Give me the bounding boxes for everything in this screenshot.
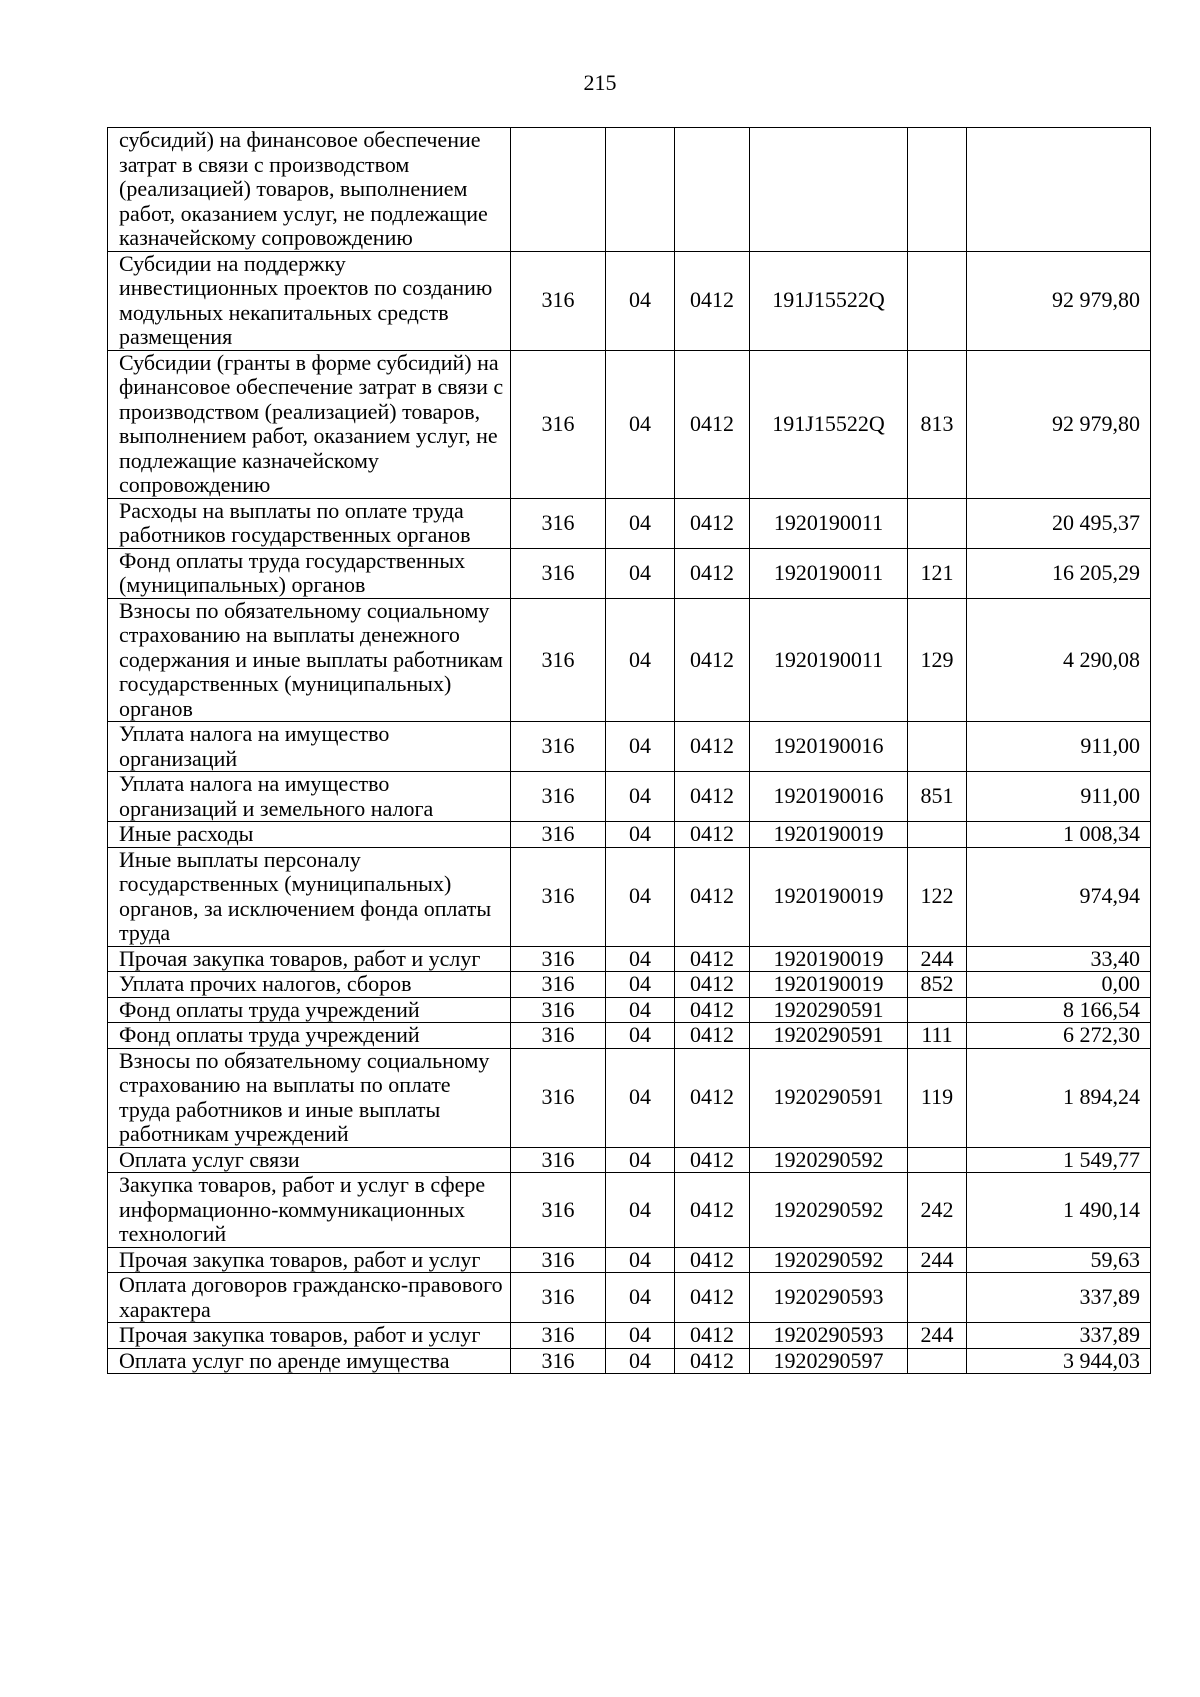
amount: 92 979,80	[967, 251, 1151, 350]
expense-type-code: 121	[908, 548, 967, 598]
table-row	[108, 1173, 1151, 1248]
table-row	[108, 1023, 1151, 1049]
subsection-code: 0412	[675, 972, 750, 998]
row-name: Прочая закупка товаров, работ и услуг	[108, 946, 511, 972]
target-article-code: 1920290592	[750, 1173, 908, 1248]
row-name: Закупка товаров, работ и услуг в сфере информационно-коммуникационных технологий	[108, 1173, 511, 1248]
table-row	[108, 1247, 1151, 1273]
row-name: Уплата прочих налогов, сборов	[108, 972, 511, 998]
amount: 59,63	[967, 1247, 1151, 1273]
ministry-code	[511, 128, 606, 252]
row-name: субсидий) на финансовое обеспечение затрат в связи с производством (реализацией) товаров, выполнением работ, оказанием услуг, не подлежащие казначейскому сопровождению	[108, 128, 511, 252]
target-article-code: 1920290591	[750, 997, 908, 1023]
table-row	[108, 772, 1151, 822]
section-code: 04	[606, 1273, 675, 1323]
expense-type-code: 244	[908, 1323, 967, 1349]
amount: 911,00	[967, 772, 1151, 822]
expense-type-code	[908, 251, 967, 350]
section-code: 04	[606, 1348, 675, 1374]
expense-type-code: 244	[908, 946, 967, 972]
target-article-code: 1920290593	[750, 1273, 908, 1323]
row-name: Уплата налога на имущество организаций	[108, 722, 511, 772]
expense-type-code: 242	[908, 1173, 967, 1248]
amount: 911,00	[967, 722, 1151, 772]
row-name: Иные выплаты персоналу государственных (муниципальных) органов, за исключением фонда оплаты труда	[108, 847, 511, 946]
target-article-code: 1920190019	[750, 972, 908, 998]
ministry-code: 316	[511, 1023, 606, 1049]
amount: 337,89	[967, 1323, 1151, 1349]
ministry-code: 316	[511, 548, 606, 598]
amount: 6 272,30	[967, 1023, 1151, 1049]
section-code: 04	[606, 722, 675, 772]
amount	[967, 128, 1151, 252]
target-article-code: 1920190016	[750, 722, 908, 772]
ministry-code: 316	[511, 847, 606, 946]
row-name: Фонд оплаты труда учреждений	[108, 997, 511, 1023]
ministry-code: 316	[511, 1147, 606, 1173]
table-row	[108, 498, 1151, 548]
table-row	[108, 722, 1151, 772]
target-article-code: 1920290592	[750, 1247, 908, 1273]
ministry-code: 316	[511, 1323, 606, 1349]
target-article-code: 1920290591	[750, 1023, 908, 1049]
subsection-code: 0412	[675, 722, 750, 772]
target-article-code: 1920190011	[750, 498, 908, 548]
subsection-code: 0412	[675, 548, 750, 598]
table-row	[108, 946, 1151, 972]
subsection-code: 0412	[675, 1247, 750, 1273]
table-row	[108, 1348, 1151, 1374]
target-article-code: 1920190011	[750, 548, 908, 598]
section-code: 04	[606, 1048, 675, 1147]
amount: 1 490,14	[967, 1173, 1151, 1248]
target-article-code: 191J15522Q	[750, 350, 908, 498]
amount: 16 205,29	[967, 548, 1151, 598]
table-row	[108, 1323, 1151, 1349]
expense-type-code	[908, 498, 967, 548]
expense-type-code: 244	[908, 1247, 967, 1273]
ministry-code: 316	[511, 772, 606, 822]
target-article-code: 191J15522Q	[750, 251, 908, 350]
subsection-code: 0412	[675, 598, 750, 722]
amount: 1 008,34	[967, 822, 1151, 848]
subsection-code: 0412	[675, 1348, 750, 1374]
row-name: Оплата услуг связи	[108, 1147, 511, 1173]
ministry-code: 316	[511, 972, 606, 998]
expense-type-code: 119	[908, 1048, 967, 1147]
expense-type-code	[908, 722, 967, 772]
subsection-code: 0412	[675, 251, 750, 350]
subsection-code: 0412	[675, 1323, 750, 1349]
subsection-code: 0412	[675, 1023, 750, 1049]
table-row	[108, 1048, 1151, 1147]
ministry-code: 316	[511, 1348, 606, 1374]
expense-type-code	[908, 997, 967, 1023]
expense-type-code: 851	[908, 772, 967, 822]
table-row	[108, 997, 1151, 1023]
ministry-code: 316	[511, 498, 606, 548]
target-article-code: 1920190019	[750, 847, 908, 946]
table-row	[108, 251, 1151, 350]
ministry-code: 316	[511, 946, 606, 972]
subsection-code	[675, 128, 750, 252]
section-code: 04	[606, 1247, 675, 1273]
row-name: Уплата налога на имущество организаций и земельного налога	[108, 772, 511, 822]
ministry-code: 316	[511, 997, 606, 1023]
section-code: 04	[606, 972, 675, 998]
table-row	[108, 822, 1151, 848]
section-code: 04	[606, 598, 675, 722]
target-article-code: 1920290592	[750, 1147, 908, 1173]
section-code: 04	[606, 822, 675, 848]
subsection-code: 0412	[675, 772, 750, 822]
row-name: Субсидии (гранты в форме субсидий) на финансовое обеспечение затрат в связи с производством (реализацией) товаров, выполнением работ, оказанием услуг, не подлежащие казначейскому сопровождению	[108, 350, 511, 498]
expense-type-code: 129	[908, 598, 967, 722]
section-code: 04	[606, 251, 675, 350]
ministry-code: 316	[511, 1273, 606, 1323]
row-name: Расходы на выплаты по оплате труда работников государственных органов	[108, 498, 511, 548]
ministry-code: 316	[511, 1048, 606, 1147]
expense-type-code	[908, 1348, 967, 1374]
target-article-code: 1920190019	[750, 946, 908, 972]
section-code: 04	[606, 1023, 675, 1049]
table-row	[108, 548, 1151, 598]
amount: 1 894,24	[967, 1048, 1151, 1147]
row-name: Взносы по обязательному социальному страхованию на выплаты денежного содержания и иные выплаты работникам государственных (муниципальных) органов	[108, 598, 511, 722]
section-code: 04	[606, 997, 675, 1023]
expense-type-code	[908, 822, 967, 848]
expense-type-code: 813	[908, 350, 967, 498]
expense-type-code: 111	[908, 1023, 967, 1049]
ministry-code: 316	[511, 822, 606, 848]
amount: 8 166,54	[967, 997, 1151, 1023]
page-number: 215	[583, 70, 617, 95]
expense-type-code	[908, 1273, 967, 1323]
target-article-code: 1920190016	[750, 772, 908, 822]
amount: 974,94	[967, 847, 1151, 946]
subsection-code: 0412	[675, 997, 750, 1023]
subsection-code: 0412	[675, 1147, 750, 1173]
table-row	[108, 350, 1151, 498]
subsection-code: 0412	[675, 1273, 750, 1323]
budget-table	[107, 127, 1151, 1374]
target-article-code	[750, 128, 908, 252]
ministry-code: 316	[511, 598, 606, 722]
row-name: Взносы по обязательному социальному страхованию на выплаты по оплате труда работников и иные выплаты работникам учреждений	[108, 1048, 511, 1147]
amount: 0,00	[967, 972, 1151, 998]
target-article-code: 1920190011	[750, 598, 908, 722]
row-name: Оплата договоров гражданско-правового характера	[108, 1273, 511, 1323]
section-code: 04	[606, 498, 675, 548]
table-row	[108, 1147, 1151, 1173]
row-name: Иные расходы	[108, 822, 511, 848]
table-row	[108, 847, 1151, 946]
section-code: 04	[606, 946, 675, 972]
target-article-code: 1920290593	[750, 1323, 908, 1349]
subsection-code: 0412	[675, 946, 750, 972]
ministry-code: 316	[511, 251, 606, 350]
ministry-code: 316	[511, 1247, 606, 1273]
row-name: Субсидии на поддержку инвестиционных проектов по созданию модульных некапитальных средств размещения	[108, 251, 511, 350]
expense-type-code	[908, 1147, 967, 1173]
expense-type-code	[908, 128, 967, 252]
amount: 3 944,03	[967, 1348, 1151, 1374]
row-name: Фонд оплаты труда государственных (муниципальных) органов	[108, 548, 511, 598]
subsection-code: 0412	[675, 350, 750, 498]
section-code: 04	[606, 847, 675, 946]
section-code: 04	[606, 1173, 675, 1248]
row-name: Прочая закупка товаров, работ и услуг	[108, 1247, 511, 1273]
target-article-code: 1920190019	[750, 822, 908, 848]
expense-type-code: 852	[908, 972, 967, 998]
row-name: Фонд оплаты труда учреждений	[108, 1023, 511, 1049]
table-row	[108, 1273, 1151, 1323]
subsection-code: 0412	[675, 1173, 750, 1248]
subsection-code: 0412	[675, 822, 750, 848]
table-row	[108, 598, 1151, 722]
table-row	[108, 972, 1151, 998]
target-article-code: 1920290597	[750, 1348, 908, 1374]
section-code: 04	[606, 350, 675, 498]
section-code: 04	[606, 772, 675, 822]
row-name: Оплата услуг по аренде имущества	[108, 1348, 511, 1374]
section-code: 04	[606, 548, 675, 598]
section-code: 04	[606, 1147, 675, 1173]
amount: 33,40	[967, 946, 1151, 972]
table-row	[108, 128, 1151, 252]
ministry-code: 316	[511, 350, 606, 498]
ministry-code: 316	[511, 1173, 606, 1248]
subsection-code: 0412	[675, 498, 750, 548]
amount: 337,89	[967, 1273, 1151, 1323]
expense-type-code: 122	[908, 847, 967, 946]
amount: 92 979,80	[967, 350, 1151, 498]
subsection-code: 0412	[675, 1048, 750, 1147]
ministry-code: 316	[511, 722, 606, 772]
amount: 1 549,77	[967, 1147, 1151, 1173]
amount: 20 495,37	[967, 498, 1151, 548]
subsection-code: 0412	[675, 847, 750, 946]
section-code	[606, 128, 675, 252]
target-article-code: 1920290591	[750, 1048, 908, 1147]
row-name: Прочая закупка товаров, работ и услуг	[108, 1323, 511, 1349]
section-code: 04	[606, 1323, 675, 1349]
amount: 4 290,08	[967, 598, 1151, 722]
